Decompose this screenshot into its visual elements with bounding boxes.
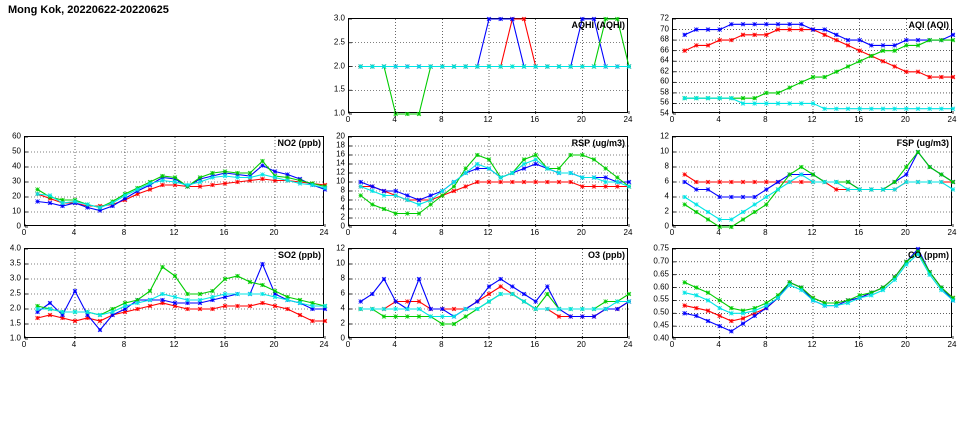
ytick-co-3: 0.55 [653,294,669,304]
ytick-rsp-7: 14 [336,158,345,168]
ytick-no2-3: 30 [12,176,21,186]
xtick-no2-0: 0 [21,228,27,237]
xtick-o3-20: 20 [576,340,586,349]
xtick-fsp-8: 8 [763,228,768,237]
ytick-o3-4: 8 [340,273,345,283]
ytick-rsp-4: 8 [340,185,345,195]
ytick-aqi-9: 72 [660,13,669,23]
chart-title-co: CO (ppm) [908,250,949,260]
ytick-so2-3: 2.5 [9,288,21,298]
series-line-co-1 [685,249,953,331]
ytick-fsp-2: 4 [664,191,669,201]
ytick-aqhi-4: 3.0 [333,13,345,23]
ytick-rsp-1: 2 [340,212,345,222]
ytick-rsp-3: 6 [340,194,345,204]
xtick-rsp-4: 4 [392,228,397,237]
xtick-so2-12: 12 [169,340,179,349]
xtick-rsp-0: 0 [345,228,351,237]
ytick-fsp-1: 2 [664,206,669,216]
plot-svg-o3 [349,249,629,339]
ytick-rsp-0: 0 [340,221,345,231]
ytick-aqi-2: 58 [660,87,669,97]
ytick-rsp-5: 10 [336,176,345,186]
xtick-aqi-0: 0 [669,115,675,124]
plot-svg-aqi [673,19,953,114]
ytick-co-4: 0.60 [653,282,669,292]
ytick-no2-5: 50 [12,146,21,156]
ytick-so2-5: 3.5 [9,258,21,268]
xtick-o3-8: 8 [439,340,444,349]
xtick-o3-0: 0 [345,340,351,349]
xtick-no2-4: 4 [71,228,77,237]
ytick-so2-0: 1.0 [9,333,21,343]
xtick-aqi-8: 8 [763,115,768,124]
xtick-aqhi-12: 12 [483,115,493,124]
xtick-no2-8: 8 [121,228,127,237]
chart-title-aqhi: AQHI (AQHI) [571,20,625,30]
xtick-rsp-16: 16 [530,228,540,237]
ytick-rsp-8: 16 [336,149,345,159]
xtick-aqhi-24: 24 [623,115,633,124]
plot-area-aqhi [348,18,628,113]
page-title: Mong Kok, 20220622-20220625 [8,4,169,16]
plot-area-o3 [348,248,628,338]
ytick-fsp-4: 8 [664,161,669,171]
plot-svg-aqhi [349,19,629,114]
chart-title-so2: SO2 (ppb) [278,250,321,260]
chart-title-fsp: FSP (ug/m3) [896,138,949,148]
ytick-no2-2: 20 [12,191,21,201]
xtick-so2-24: 24 [319,340,329,349]
xtick-rsp-12: 12 [483,228,493,237]
series-line-aqi-0 [685,30,953,78]
ytick-o3-0: 0 [340,333,345,343]
ytick-co-1: 0.45 [653,320,669,330]
ytick-co-7: 0.75 [653,243,669,253]
xtick-fsp-24: 24 [947,228,957,237]
ytick-aqi-4: 62 [660,66,669,76]
ytick-aqhi-2: 2.0 [333,61,345,70]
ytick-aqi-8: 70 [660,24,669,34]
xtick-so2-16: 16 [219,340,229,349]
xtick-aqi-24: 24 [947,115,957,124]
ytick-fsp-3: 6 [664,176,669,186]
xtick-so2-0: 0 [21,340,27,349]
series-line-no2-3 [38,175,326,208]
xtick-rsp-20: 20 [576,228,586,237]
ytick-rsp-6: 12 [336,167,345,177]
plot-svg-so2 [25,249,325,339]
xtick-rsp-8: 8 [439,228,444,237]
xtick-aqhi-16: 16 [530,115,540,124]
xtick-no2-16: 16 [219,228,229,237]
ytick-aqhi-0: 1.0 [333,108,345,118]
xtick-so2-4: 4 [71,340,77,349]
xtick-fsp-0: 0 [669,228,675,237]
ytick-o3-2: 4 [340,303,345,313]
xtick-co-16: 16 [854,340,864,349]
xtick-co-4: 4 [716,340,721,349]
series-line-no2-2 [38,161,326,208]
xtick-o3-16: 16 [530,340,540,349]
xtick-aqhi-8: 8 [439,115,444,124]
ytick-so2-4: 3.0 [9,273,21,283]
xtick-aqi-20: 20 [900,115,910,124]
xtick-fsp-4: 4 [716,228,721,237]
xtick-co-8: 8 [763,340,768,349]
ytick-no2-0: 0 [16,221,21,231]
xtick-no2-20: 20 [269,228,279,237]
xtick-aqhi-20: 20 [576,115,586,124]
ytick-o3-6: 12 [336,243,345,253]
xtick-aqi-4: 4 [716,115,721,124]
ytick-rsp-10: 20 [336,131,345,141]
xtick-so2-8: 8 [121,340,127,349]
series-line-aqi-2 [685,40,953,98]
xtick-no2-24: 24 [319,228,329,237]
xtick-co-24: 24 [947,340,957,349]
chart-title-o3: O3 (ppb) [588,250,625,260]
xtick-aqi-16: 16 [854,115,864,124]
ytick-fsp-0: 0 [664,221,669,231]
ytick-aqi-6: 66 [660,45,669,55]
ytick-so2-1: 1.5 [9,318,21,328]
xtick-co-20: 20 [900,340,910,349]
ytick-o3-1: 2 [340,318,345,328]
ytick-co-5: 0.65 [653,269,669,279]
series-line-o3-0 [361,287,629,317]
xtick-rsp-24: 24 [623,228,633,237]
plot-area-so2 [24,248,324,338]
ytick-aqi-1: 56 [660,97,669,107]
xtick-o3-4: 4 [392,340,397,349]
ytick-aqhi-3: 2.5 [333,37,345,47]
plot-area-co [672,248,952,338]
xtick-o3-12: 12 [483,340,493,349]
ytick-no2-6: 60 [12,131,21,141]
chart-title-no2: NO2 (ppb) [277,138,321,148]
xtick-fsp-16: 16 [854,228,864,237]
ytick-rsp-2: 4 [340,203,345,213]
ytick-aqi-3: 60 [660,76,669,86]
ytick-rsp-9: 18 [336,140,345,150]
xtick-aqi-12: 12 [807,115,817,124]
plot-svg-rsp [349,137,629,227]
series-line-co-2 [685,252,953,311]
xtick-aqhi-4: 4 [392,115,397,124]
ytick-co-6: 0.70 [653,256,669,266]
ytick-aqi-7: 68 [660,34,669,44]
xtick-no2-12: 12 [169,228,179,237]
plot-svg-co [673,249,953,339]
ytick-no2-4: 40 [12,161,21,171]
plot-area-aqi [672,18,952,113]
plot-svg-no2 [25,137,325,227]
series-line-no2-1 [38,166,326,211]
ytick-aqhi-1: 1.5 [333,84,345,94]
ytick-o3-5: 10 [336,258,345,268]
ytick-fsp-5: 10 [660,146,669,156]
ytick-aqi-0: 54 [660,108,669,118]
xtick-o3-24: 24 [623,340,633,349]
ytick-o3-3: 6 [340,288,345,298]
xtick-aqhi-0: 0 [345,115,351,124]
xtick-fsp-12: 12 [807,228,817,237]
ytick-co-0: 0.40 [653,333,669,343]
ytick-aqi-5: 64 [660,55,669,65]
xtick-so2-20: 20 [269,340,279,349]
ytick-so2-2: 2.0 [9,303,21,313]
xtick-co-12: 12 [807,340,817,349]
plot-area-rsp [348,136,628,226]
xtick-co-0: 0 [669,340,675,349]
plot-area-fsp [672,136,952,226]
plot-area-no2 [24,136,324,226]
ytick-no2-1: 10 [12,206,21,216]
ytick-fsp-6: 12 [660,131,669,141]
ytick-so2-6: 4.0 [9,243,21,253]
chart-title-rsp: RSP (ug/m3) [571,138,625,148]
xtick-fsp-20: 20 [900,228,910,237]
chart-title-aqi: AQI (AQI) [908,20,949,30]
plot-svg-fsp [673,137,953,227]
ytick-co-2: 0.50 [653,307,669,317]
